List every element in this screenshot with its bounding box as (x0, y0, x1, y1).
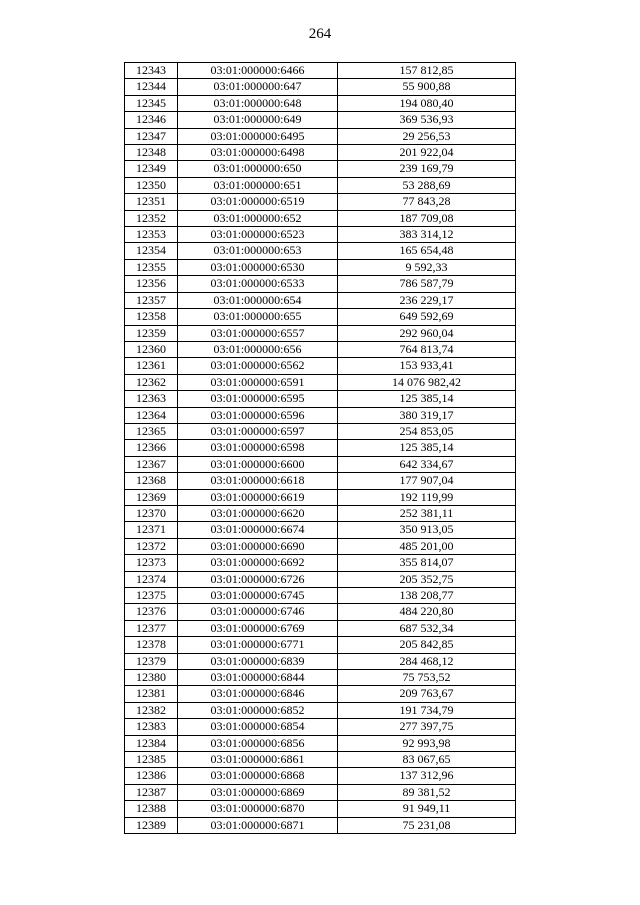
cadastral-number-cell: 03:01:000000:6854 (178, 719, 338, 735)
value-cell: 201 922,04 (338, 145, 516, 161)
value-cell: 687 532,34 (338, 620, 516, 636)
table-row (125, 259, 516, 275)
cadastral-number-cell: 03:01:000000:6871 (178, 817, 338, 833)
value-cell: 284 468,12 (338, 653, 516, 669)
cadastral-number-cell: 03:01:000000:6771 (178, 637, 338, 653)
registry-table-body (125, 63, 516, 834)
cadastral-number-cell: 03:01:000000:6856 (178, 735, 338, 751)
row-number-cell: 12353 (125, 227, 178, 243)
value-cell: 252 381,11 (338, 505, 516, 521)
cadastral-number-cell: 03:01:000000:652 (178, 210, 338, 226)
table-row (125, 801, 516, 817)
row-number-cell: 12355 (125, 259, 178, 275)
value-cell: 236 229,17 (338, 292, 516, 308)
value-cell: 187 709,08 (338, 210, 516, 226)
row-number-cell: 12344 (125, 79, 178, 95)
table-row (125, 243, 516, 259)
cadastral-number-cell: 03:01:000000:6868 (178, 768, 338, 784)
value-cell: 125 385,14 (338, 440, 516, 456)
cadastral-number-cell: 03:01:000000:653 (178, 243, 338, 259)
cadastral-number-cell: 03:01:000000:6595 (178, 391, 338, 407)
table-row (125, 341, 516, 357)
cadastral-number-cell: 03:01:000000:656 (178, 341, 338, 357)
value-cell: 239 169,79 (338, 161, 516, 177)
row-number-cell: 12360 (125, 341, 178, 357)
value-cell: 209 763,67 (338, 686, 516, 702)
table-row (125, 768, 516, 784)
value-cell: 350 913,05 (338, 522, 516, 538)
row-number-cell: 12385 (125, 752, 178, 768)
value-cell: 191 734,79 (338, 702, 516, 718)
row-number-cell: 12376 (125, 604, 178, 620)
cadastral-number-cell: 03:01:000000:6597 (178, 423, 338, 439)
table-row (125, 325, 516, 341)
value-cell: 125 385,14 (338, 391, 516, 407)
value-cell: 292 960,04 (338, 325, 516, 341)
row-number-cell: 12367 (125, 456, 178, 472)
table-row (125, 620, 516, 636)
row-number-cell: 12377 (125, 620, 178, 636)
row-number-cell: 12346 (125, 112, 178, 128)
table-row (125, 374, 516, 390)
row-number-cell: 12369 (125, 489, 178, 505)
table-row (125, 653, 516, 669)
value-cell: 649 592,69 (338, 309, 516, 325)
registry-table (124, 62, 516, 834)
row-number-cell: 12352 (125, 210, 178, 226)
table-row (125, 177, 516, 193)
cadastral-number-cell: 03:01:000000:6692 (178, 555, 338, 571)
row-number-cell: 12382 (125, 702, 178, 718)
cadastral-number-cell: 03:01:000000:6844 (178, 670, 338, 686)
table-row (125, 456, 516, 472)
row-number-cell: 12379 (125, 653, 178, 669)
table-row (125, 571, 516, 587)
value-cell: 254 853,05 (338, 423, 516, 439)
page-number: 264 (308, 26, 332, 42)
table-row (125, 702, 516, 718)
row-number-cell: 12373 (125, 555, 178, 571)
value-cell: 194 080,40 (338, 95, 516, 111)
row-number-cell: 12381 (125, 686, 178, 702)
row-number-cell: 12354 (125, 243, 178, 259)
table-row (125, 555, 516, 571)
row-number-cell: 12366 (125, 440, 178, 456)
value-cell: 642 334,67 (338, 456, 516, 472)
table-row (125, 194, 516, 210)
cadastral-number-cell: 03:01:000000:651 (178, 177, 338, 193)
cadastral-number-cell: 03:01:000000:6674 (178, 522, 338, 538)
table-row (125, 784, 516, 800)
value-cell: 355 814,07 (338, 555, 516, 571)
table-row (125, 112, 516, 128)
cadastral-number-cell: 03:01:000000:6557 (178, 325, 338, 341)
value-cell: 75 753,52 (338, 670, 516, 686)
row-number-cell: 12368 (125, 473, 178, 489)
row-number-cell: 12345 (125, 95, 178, 111)
row-number-cell: 12387 (125, 784, 178, 800)
row-number-cell: 12343 (125, 63, 178, 79)
cadastral-number-cell: 03:01:000000:650 (178, 161, 338, 177)
cadastral-number-cell: 03:01:000000:6852 (178, 702, 338, 718)
row-number-cell: 12383 (125, 719, 178, 735)
value-cell: 485 201,00 (338, 538, 516, 554)
table-row (125, 719, 516, 735)
cadastral-number-cell: 03:01:000000:6600 (178, 456, 338, 472)
row-number-cell: 12364 (125, 407, 178, 423)
table-row (125, 604, 516, 620)
table-row (125, 538, 516, 554)
row-number-cell: 12375 (125, 588, 178, 604)
cadastral-number-cell: 03:01:000000:6745 (178, 588, 338, 604)
row-number-cell: 12351 (125, 194, 178, 210)
table-row (125, 522, 516, 538)
value-cell: 383 314,12 (338, 227, 516, 243)
table-row (125, 227, 516, 243)
value-cell: 205 842,85 (338, 637, 516, 653)
table-row (125, 276, 516, 292)
value-cell: 786 587,79 (338, 276, 516, 292)
value-cell: 192 119,99 (338, 489, 516, 505)
table-row (125, 670, 516, 686)
row-number-cell: 12365 (125, 423, 178, 439)
value-cell: 53 288,69 (338, 177, 516, 193)
cadastral-number-cell: 03:01:000000:6495 (178, 128, 338, 144)
cadastral-number-cell: 03:01:000000:6846 (178, 686, 338, 702)
cadastral-number-cell: 03:01:000000:6618 (178, 473, 338, 489)
table-row (125, 210, 516, 226)
cadastral-number-cell: 03:01:000000:647 (178, 79, 338, 95)
value-cell: 369 536,93 (338, 112, 516, 128)
row-number-cell: 12349 (125, 161, 178, 177)
cadastral-number-cell: 03:01:000000:6562 (178, 358, 338, 374)
cadastral-number-cell: 03:01:000000:648 (178, 95, 338, 111)
table-row (125, 752, 516, 768)
value-cell: 29 256,53 (338, 128, 516, 144)
value-cell: 165 654,48 (338, 243, 516, 259)
row-number-cell: 12357 (125, 292, 178, 308)
row-number-cell: 12380 (125, 670, 178, 686)
value-cell: 14 076 982,42 (338, 374, 516, 390)
table-row (125, 440, 516, 456)
row-number-cell: 12358 (125, 309, 178, 325)
cadastral-number-cell: 03:01:000000:6466 (178, 63, 338, 79)
cadastral-number-cell: 03:01:000000:6861 (178, 752, 338, 768)
cadastral-number-cell: 03:01:000000:6690 (178, 538, 338, 554)
table-row (125, 817, 516, 833)
value-cell: 92 993,98 (338, 735, 516, 751)
table-row (125, 489, 516, 505)
table-row (125, 95, 516, 111)
table-row (125, 63, 516, 79)
table-row (125, 735, 516, 751)
table-row (125, 145, 516, 161)
value-cell: 157 812,85 (338, 63, 516, 79)
cadastral-number-cell: 03:01:000000:6598 (178, 440, 338, 456)
cadastral-number-cell: 03:01:000000:6839 (178, 653, 338, 669)
table-row (125, 637, 516, 653)
table-row (125, 309, 516, 325)
cadastral-number-cell: 03:01:000000:6523 (178, 227, 338, 243)
row-number-cell: 12348 (125, 145, 178, 161)
table-row (125, 292, 516, 308)
row-number-cell: 12361 (125, 358, 178, 374)
table-row (125, 423, 516, 439)
value-cell: 77 843,28 (338, 194, 516, 210)
row-number-cell: 12384 (125, 735, 178, 751)
row-number-cell: 12356 (125, 276, 178, 292)
cadastral-number-cell: 03:01:000000:6870 (178, 801, 338, 817)
value-cell: 277 397,75 (338, 719, 516, 735)
value-cell: 138 208,77 (338, 588, 516, 604)
cadastral-number-cell: 03:01:000000:6519 (178, 194, 338, 210)
cadastral-number-cell: 03:01:000000:6746 (178, 604, 338, 620)
cadastral-number-cell: 03:01:000000:654 (178, 292, 338, 308)
value-cell: 91 949,11 (338, 801, 516, 817)
cadastral-number-cell: 03:01:000000:655 (178, 309, 338, 325)
value-cell: 764 813,74 (338, 341, 516, 357)
table-row (125, 161, 516, 177)
cadastral-number-cell: 03:01:000000:6596 (178, 407, 338, 423)
row-number-cell: 12386 (125, 768, 178, 784)
table-row (125, 79, 516, 95)
value-cell: 137 312,96 (338, 768, 516, 784)
value-cell: 153 933,41 (338, 358, 516, 374)
value-cell: 83 067,65 (338, 752, 516, 768)
table-row (125, 391, 516, 407)
row-number-cell: 12350 (125, 177, 178, 193)
table-row (125, 686, 516, 702)
table-row (125, 588, 516, 604)
table-row (125, 128, 516, 144)
cadastral-number-cell: 03:01:000000:6869 (178, 784, 338, 800)
value-cell: 55 900,88 (338, 79, 516, 95)
value-cell: 484 220,80 (338, 604, 516, 620)
row-number-cell: 12363 (125, 391, 178, 407)
row-number-cell: 12371 (125, 522, 178, 538)
cadastral-number-cell: 03:01:000000:6619 (178, 489, 338, 505)
cadastral-number-cell: 03:01:000000:6726 (178, 571, 338, 587)
cadastral-number-cell: 03:01:000000:6620 (178, 505, 338, 521)
value-cell: 177 907,04 (338, 473, 516, 489)
cadastral-number-cell: 03:01:000000:6498 (178, 145, 338, 161)
cadastral-number-cell: 03:01:000000:6530 (178, 259, 338, 275)
value-cell: 9 592,33 (338, 259, 516, 275)
row-number-cell: 12370 (125, 505, 178, 521)
row-number-cell: 12372 (125, 538, 178, 554)
value-cell: 89 381,52 (338, 784, 516, 800)
cadastral-number-cell: 03:01:000000:6769 (178, 620, 338, 636)
table-row (125, 407, 516, 423)
value-cell: 205 352,75 (338, 571, 516, 587)
table-row (125, 358, 516, 374)
value-cell: 380 319,17 (338, 407, 516, 423)
cadastral-number-cell: 03:01:000000:6591 (178, 374, 338, 390)
row-number-cell: 12378 (125, 637, 178, 653)
table-row (125, 473, 516, 489)
row-number-cell: 12359 (125, 325, 178, 341)
row-number-cell: 12374 (125, 571, 178, 587)
row-number-cell: 12362 (125, 374, 178, 390)
cadastral-number-cell: 03:01:000000:649 (178, 112, 338, 128)
cadastral-number-cell: 03:01:000000:6533 (178, 276, 338, 292)
row-number-cell: 12347 (125, 128, 178, 144)
table-row (125, 505, 516, 521)
row-number-cell: 12388 (125, 801, 178, 817)
value-cell: 75 231,08 (338, 817, 516, 833)
row-number-cell: 12389 (125, 817, 178, 833)
